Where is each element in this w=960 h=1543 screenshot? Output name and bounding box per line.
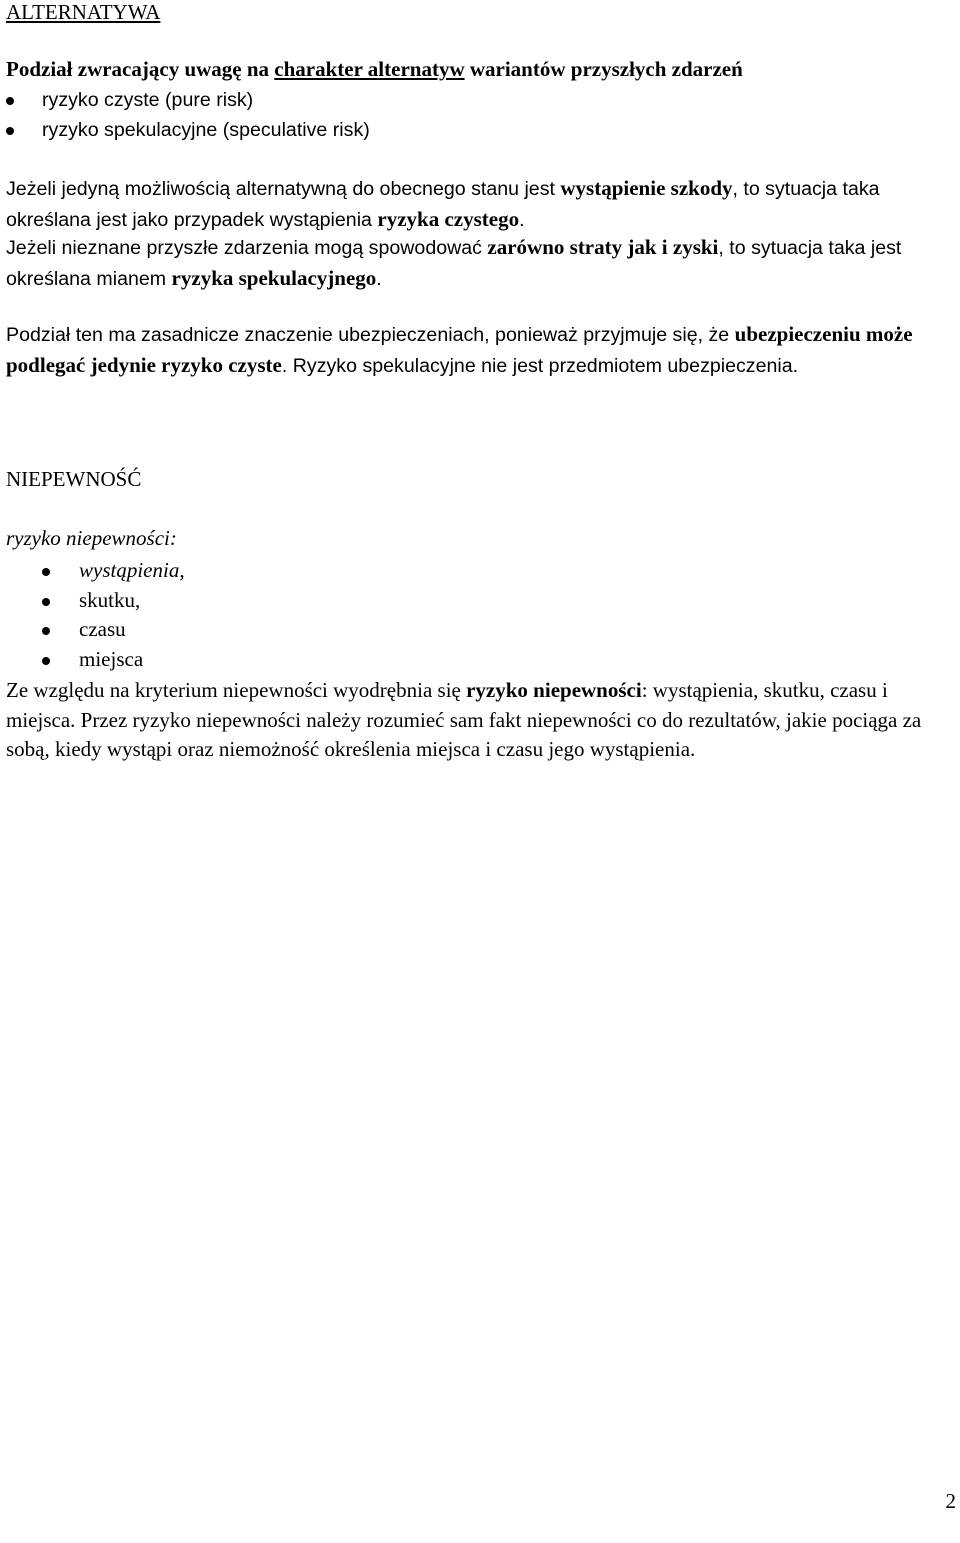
bullet-icon [42,657,50,665]
paragraph-insurance: Podział ten ma zasadnicze znaczenie ubezpieczeniach, ponieważ przyjmuje się, że ubezpieczeniu może podlegać jedynie ryzyko czyste. Ryzyko spekulacyjne nie jest przedmiotem ubezpieczenia. [6,322,913,377]
section-title-alternatywa: ALTERNATYWA [6,0,161,24]
intro-line: Podział zwracający uwagę na charakter alternatyw wariantów przyszłych zdarzeń [6,57,743,81]
paragraph-pure-risk: Jeżeli jedyną możliwością alternatywną do obecnego stanu jest wystąpienie szkody, to sytuacja taka określana jest jako przypadek wystąpienia ryzyka czystego. [6,176,880,231]
list-item: ryzyko czyste (pure risk) [6,86,956,116]
bullet-icon [6,127,14,135]
list-item: czasu [6,615,956,645]
uncertainty-list [6,556,956,674]
page-number: 2 [945,1489,956,1513]
bullet-icon [42,598,50,606]
underlined-term: charakter alternatyw [274,57,465,81]
list-item: miejsca [6,645,956,675]
bullet-icon [42,568,50,576]
bullet-icon [6,97,14,105]
section-title-niepewnosc: NIEPEWNOŚĆ [6,467,142,491]
bullet-icon [42,627,50,635]
paragraph-uncertainty: Ze względu na kryterium niepewności wyodrębnia się ryzyko niepewności: wystąpienia, skutku, czasu i miejsca. Przez ryzyko niepewności należy rozumieć sam fakt niepewności co do rezultatów, jakie pociąga za sobą, kiedy wystąpi oraz niemożność określenia miejsca i czasu jego wystąpienia. [6,678,922,761]
risk-types-list [6,86,956,145]
list-item: ryzyko spekulacyjne (speculative risk) [6,116,956,146]
paragraph-speculative-risk: Jeżeli nieznane przyszłe zdarzenia mogą spowodować zarówno straty jak i zyski, to sytuacja taka jest określana mianem ryzyka spekulacyjnego. [6,235,902,290]
list-item: skutku, [6,586,956,616]
list-item: wystąpienia, [6,556,956,586]
uncertainty-subtitle: ryzyko niepewności: [6,526,177,550]
